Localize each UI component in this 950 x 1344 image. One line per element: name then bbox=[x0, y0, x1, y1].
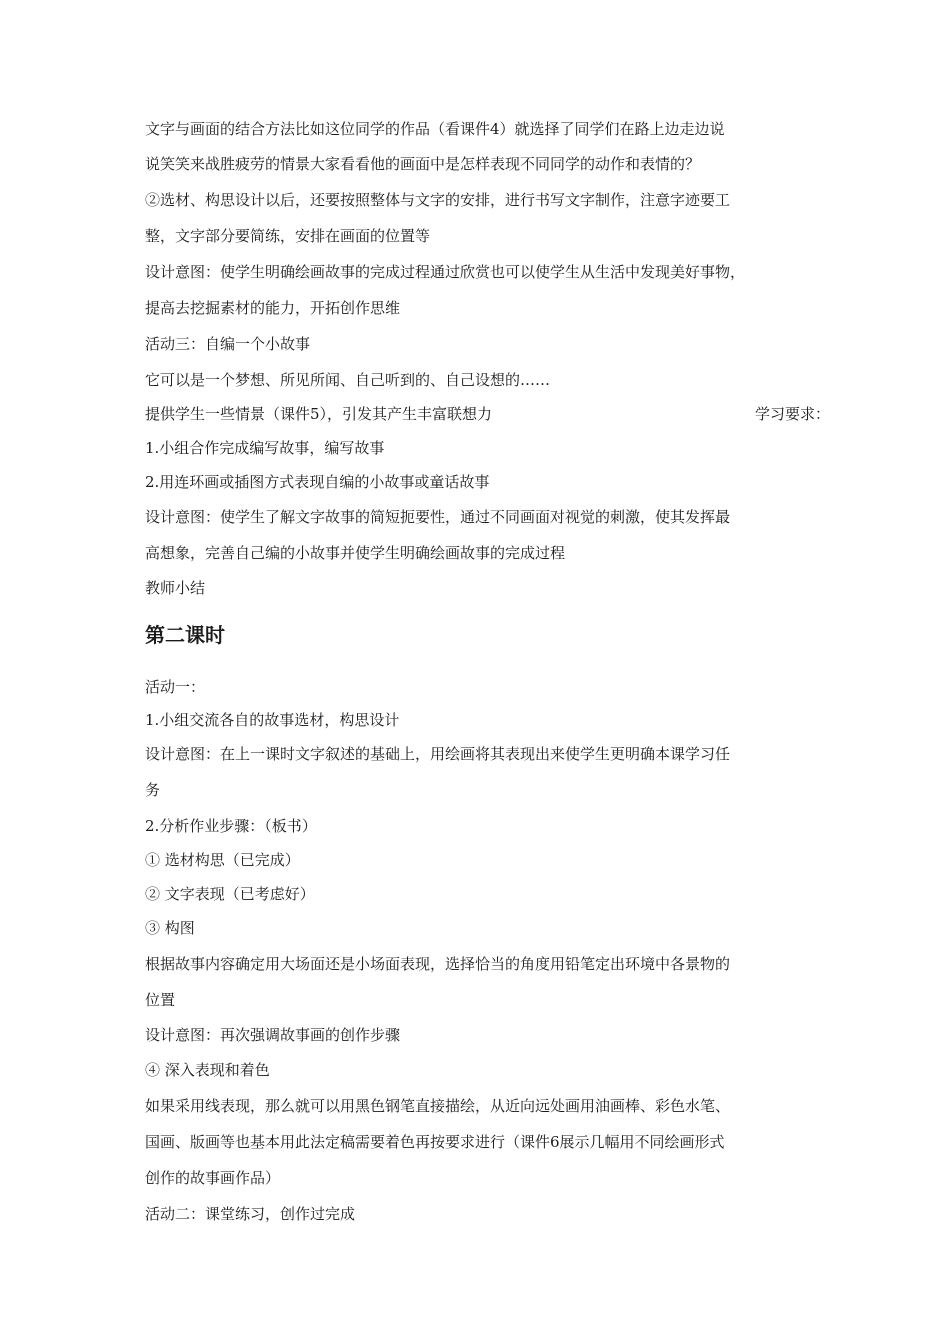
design-intent-line: 设计意图：使学生了解文字故事的简短扼要性，通过不同画面对视觉的刺激，使其发挥最 bbox=[145, 508, 731, 526]
paragraph-line: 创作的故事画作品） bbox=[145, 1169, 281, 1187]
paragraph-line: 说笑笑来战胜疲劳的情景大家看看他的画面中是怎样表现不同同学的动作和表情的？ bbox=[145, 155, 701, 173]
scenario-text: 提供学生一些情景（课件5），引发其产生丰富联想力 bbox=[145, 405, 493, 423]
step-item: ② 文字表现（已考虑好） bbox=[145, 885, 315, 903]
paragraph-line: 整，文字部分要简练，安排在画面的位置等 bbox=[145, 227, 431, 245]
list-item: 2.用连环画或插图方式表现自编的小故事或童话故事 bbox=[145, 473, 490, 491]
paragraph-line: 它可以是一个梦想、所见所闻、自己听到的、自己设想的…… bbox=[145, 371, 551, 389]
paragraph-line: 根据故事内容确定用大场面还是小场面表现，选择恰当的角度用铅笔定出环境中各景物的 bbox=[145, 955, 731, 973]
paragraph-line: 位置 bbox=[145, 991, 176, 1009]
paragraph-line: ②选材、构思设计以后，还要按照整体与文字的安排，进行书写文字制作，注意字迹要工 bbox=[145, 191, 731, 209]
paragraph-line: 提高去挖掘素材的能力，开拓创作思维 bbox=[145, 299, 401, 317]
activity-heading: 活动三：自编一个小故事 bbox=[145, 335, 311, 353]
section-title: 第二课时 bbox=[145, 623, 225, 647]
list-item: 1.小组合作完成编写故事，编写故事 bbox=[145, 439, 385, 457]
paragraph-line: 务 bbox=[145, 781, 161, 799]
design-intent-line: 设计意图：再次强调故事画的创作步骤 bbox=[145, 1026, 401, 1044]
step-item: ① 选材构思（已完成） bbox=[145, 851, 300, 869]
requirements-label: 学习要求： bbox=[755, 405, 831, 423]
paragraph-line: 文字与画面的结合方法比如这位同学的作品（看课件4）就选择了同学们在路上边走边说 bbox=[145, 120, 725, 138]
list-item: 2.分析作业步骤：（板书） bbox=[145, 817, 317, 835]
paragraph-line: 如果采用线表现，那么就可以用黑色钢笔直接描绘，从近向远处画用油画棒、彩色水笔、 bbox=[145, 1097, 731, 1115]
paragraph-line: 高想象，完善自己编的小故事并使学生明确绘画故事的完成过程 bbox=[145, 544, 566, 562]
activity-heading: 活动二：课堂练习，创作过完成 bbox=[145, 1205, 356, 1223]
step-item: ③ 构图 bbox=[145, 919, 195, 937]
paragraph-line: 国画、版画等也基本用此法定稿需要着色再按要求进行（课件6展示几幅用不同绘画形式 bbox=[145, 1133, 725, 1151]
activity-heading: 活动一： bbox=[145, 678, 206, 696]
design-intent-line: 设计意图：在上一课时文字叙述的基础上，用绘画将其表现出来使学生更明确本课学习任 bbox=[145, 745, 731, 763]
step-item: ④ 深入表现和着色 bbox=[145, 1061, 270, 1079]
design-intent-line: 设计意图：使学生明确绘画故事的完成过程通过欣赏也可以使学生从生活中发现美好事物， bbox=[145, 263, 746, 281]
paragraph-line bbox=[145, 404, 831, 424]
list-item: 1.小组交流各自的故事选材，构思设计 bbox=[145, 711, 400, 729]
teacher-summary: 教师小结 bbox=[145, 579, 206, 597]
